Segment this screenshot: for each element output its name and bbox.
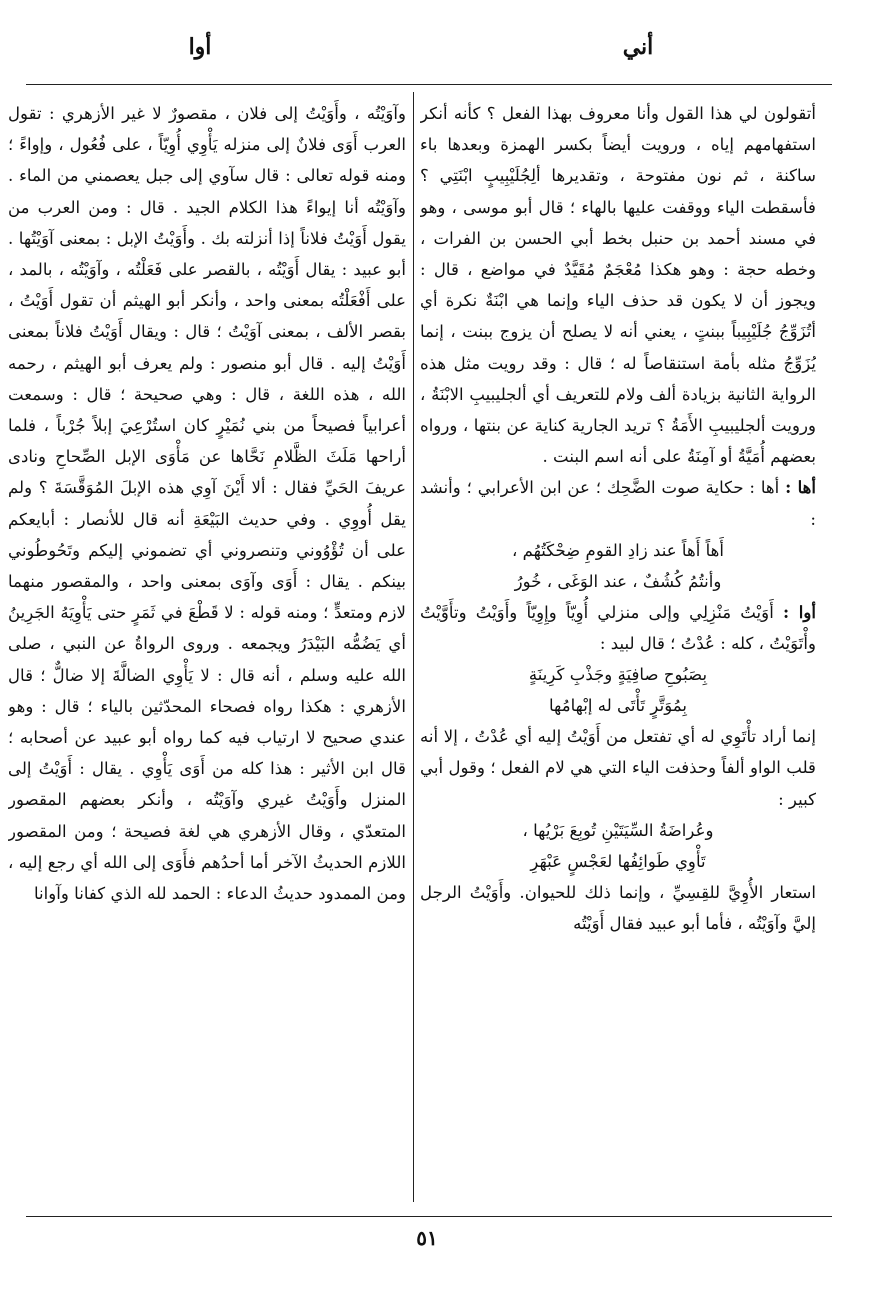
verse-2 xyxy=(420,659,816,721)
verse-3 xyxy=(420,815,816,877)
bottom-rule xyxy=(26,1216,832,1217)
header-word-left: أوا xyxy=(188,34,212,60)
entry-text-awa: أَوَيْتُ مَنْزِلِي وإلى منزلي أُوِيّاً وإِوِيّاً وأَوَيْتُ وتأَوَّيْتُ وأْتَوَيْتُ ، كله : عُدْتُ ؛ قال لبيد : xyxy=(420,602,816,654)
left-paragraph-1: وآوَيْتُه ، وأَوَيْتُ إلى فلان ، مقصورٌ لا غير الأزهري : تقول العرب أَوَى فلانٌ إلى منزله يَأْوِي أُوِيّاً ، على فُعُول ، وإواءً ؛ ومنه قوله تعالى : قال سآوي إلى جبل يعصمني من الماء . وآوَيْتُه أنا إيواءً هذا الكلام الجيد . قال : ومن العرب من يقول أَوَيْتُ فلاناً إذا أنزلته بك . وأَوَيْتُ الإبل : بمعنى آوَيْتُها . أبو عبيد : يقال أَوَيْتُه ، بالقصر على فَعَلْتُه ، وآوَيْتُه ، بالمد ، على أَفْعَلْتُه بمعنى واحد ، وأنكر أبو الهيثم أن تقول أَوَيْتُ ، بقصر الألف ، بمعنى آوَيْتُ ؛ قال : ويقال أَوَيْتُ فلاناً بمعنى أَوَيْتُ إليه . قال أبو منصور : ولم يعرف أبو الهيثم ، رحمه الله ، هذه اللغة ، قال : وهي صحيحة ؛ قال : وسمعت أعرابياً فصيحاً من بني نُمَيْرٍ كان استُرْعِيَ إبلاً جُرْباً ، فلما أراحها مَلَثَ الظَّلامِ نَحَّاها عن مَأْوَى الإبل الصِّحاحِ ونادى عريفَ الحَيِّ فقال : ألا أَيْنَ آوِي هذه الإبلَ المُوَقَّسَةَ ؟ ولم يقل أُووِي . وفي حديث البَيْعَةِ أنه قال للأنصار : أبايعكم على أن تُؤْوُوني وتنصروني أي تضموني إليكم وتَحُوطُوني بينكم . يقال : أَوَى وآوَى بمعنى واحد ، والمقصور منهما لازم ومتعدٍّ ؛ ومنه قوله : لا قَطْعَ في ثَمَرٍ حتى يَأْوِيَهُ الجَرِينُ أي يَضُمُّه البَيْدَرُ ويجمعه . وروى الرواةُ عن النبي ، صلى الله عليه وسلم ، أنه قال : لا يَأْوِي الضالَّةَ إلا ضالٌّ ؛ قال الأزهري : هكذا رواه فصحاء المحدّثين بالياء ؛ قال : وهو عندي صحيح لا ارتياب فيه كما رواه أبو عبيد عن أصحابه ؛ قال ابن الأثير : هذا كله من أَوَى يَأْوِي . يقال : أَوَيْتُ إلى المنزل وأَوَيْتُ غيري وآوَيْتُه ، وأنكر بعضهم المقصور المتعدّي ، وقال الأزهري هي لغة فصيحة ؛ ومن المقصور اللازم الحديثُ الآخر أما أحدُهم فأَوَى إلى الله أي رجع إليه ، ومن الممدود حديثُ الدعاء : الحمد لله الذي كفانا وآوانا xyxy=(8,104,406,904)
verse-3-line-1: وعُراضَةُ السِّيَتَيْنِ تُوبِعَ بَرْيُها ، xyxy=(522,820,714,840)
page-number: ٥١ xyxy=(416,1226,438,1250)
right-paragraph-1: أتقولون لي هذا القول وأنا معروف بهذا الفعل ؟ كأنه أنكر استفهامهم إياه ، ورويت أيضاً بكسر الهمزة وبعدها باء ساكنة ، ثم نون مفتوحة ، وتقديرها ألِجُلَيْبِيبٍ ابْنَتِي ؟ فأسقطت الياء ووقفت عليها بالهاء ؛ قال أبو موسى ، وهو في مسند أحمد بن حنبل بخط أبي الحسن بن الفرات ، وخطه حجة : وهو هكذا مُعْجَمٌ مُقَيَّدٌ في مواضع ، قال : ويجوز أن لا يكون قد حذف الياء وإنما هي ابْنَةٌ نكرة أي أتُزَوِّجُ جُلَيْبِيباً ببنتٍ ، يعني أنه لا يصلح أن يزوج ببنت ، إنما يُزَوِّجُ مثله بأمة استنقاصاً له ؛ قال : وقد رويت مثل هذه الرواية الثانية بزيادة ألف ولام للتعريف أي ألجليبيبِ الابْنَةُ ، ورويت ألجليبيبِ الأَمَةُ ؟ تريد الجارية كناية عن بنتها ، ورواه بعضهم أُمَيَّةُ أو آمِنَةُ على أنه اسم البنت . xyxy=(420,104,816,467)
entry-text-aha: أها : حكاية صوت الضَّحِك ؛ عن ابن الأعرابي ؛ وأنشد : xyxy=(420,478,816,529)
verse-2-line-2: بِمُوَتَّرٍ تَأْتَى له إبْهامُها xyxy=(549,696,687,716)
verse-1-line-2: وأنتُمُ كُشُفٌ ، عند الوَغَى ، خُورُ xyxy=(514,571,722,591)
entry-aha xyxy=(420,472,816,534)
left-column xyxy=(8,98,406,1208)
entry-awa xyxy=(420,597,816,659)
right-paragraph-2: إنما أراد تأْتَوِي له أي تفتعل من أَوَيْتُ إليه أي عُدْتُ ، إلا أنه قلب الواو ألفاً وحذفت الياء التي هي لام الفعل ؛ وقول أبي كبير : xyxy=(420,727,816,809)
verse-1 xyxy=(420,535,816,597)
header-word-right: أني xyxy=(622,34,654,60)
top-rule xyxy=(26,84,832,85)
verse-2-line-1: بِصَبُوحِ صافِيَةٍ وجَذْبِ كَرِينَةٍ xyxy=(528,665,708,685)
verse-1-line-1: أَهاً أَهاً عند زادِ القومِ ضِحْكَتُهُم ، xyxy=(511,540,725,560)
right-paragraph-3: استعار الأُوِيَّ للقِسِيِّ ، وإنما ذلك للحيوان. وأَوَيْتُ الرجل إليَّ وآوَيْتُه ، فأما أبو عبيد فقال أَوَيْتُه xyxy=(420,882,816,934)
column-divider xyxy=(413,92,414,1202)
verse-3-line-2: تَأْوِي طَوائِفُها لعَجْسٍ عَبْهَرِ xyxy=(530,851,706,871)
right-column xyxy=(420,98,816,1208)
entry-head-aha: أها : xyxy=(785,477,816,498)
entry-head-awa: أوا : xyxy=(782,601,816,622)
